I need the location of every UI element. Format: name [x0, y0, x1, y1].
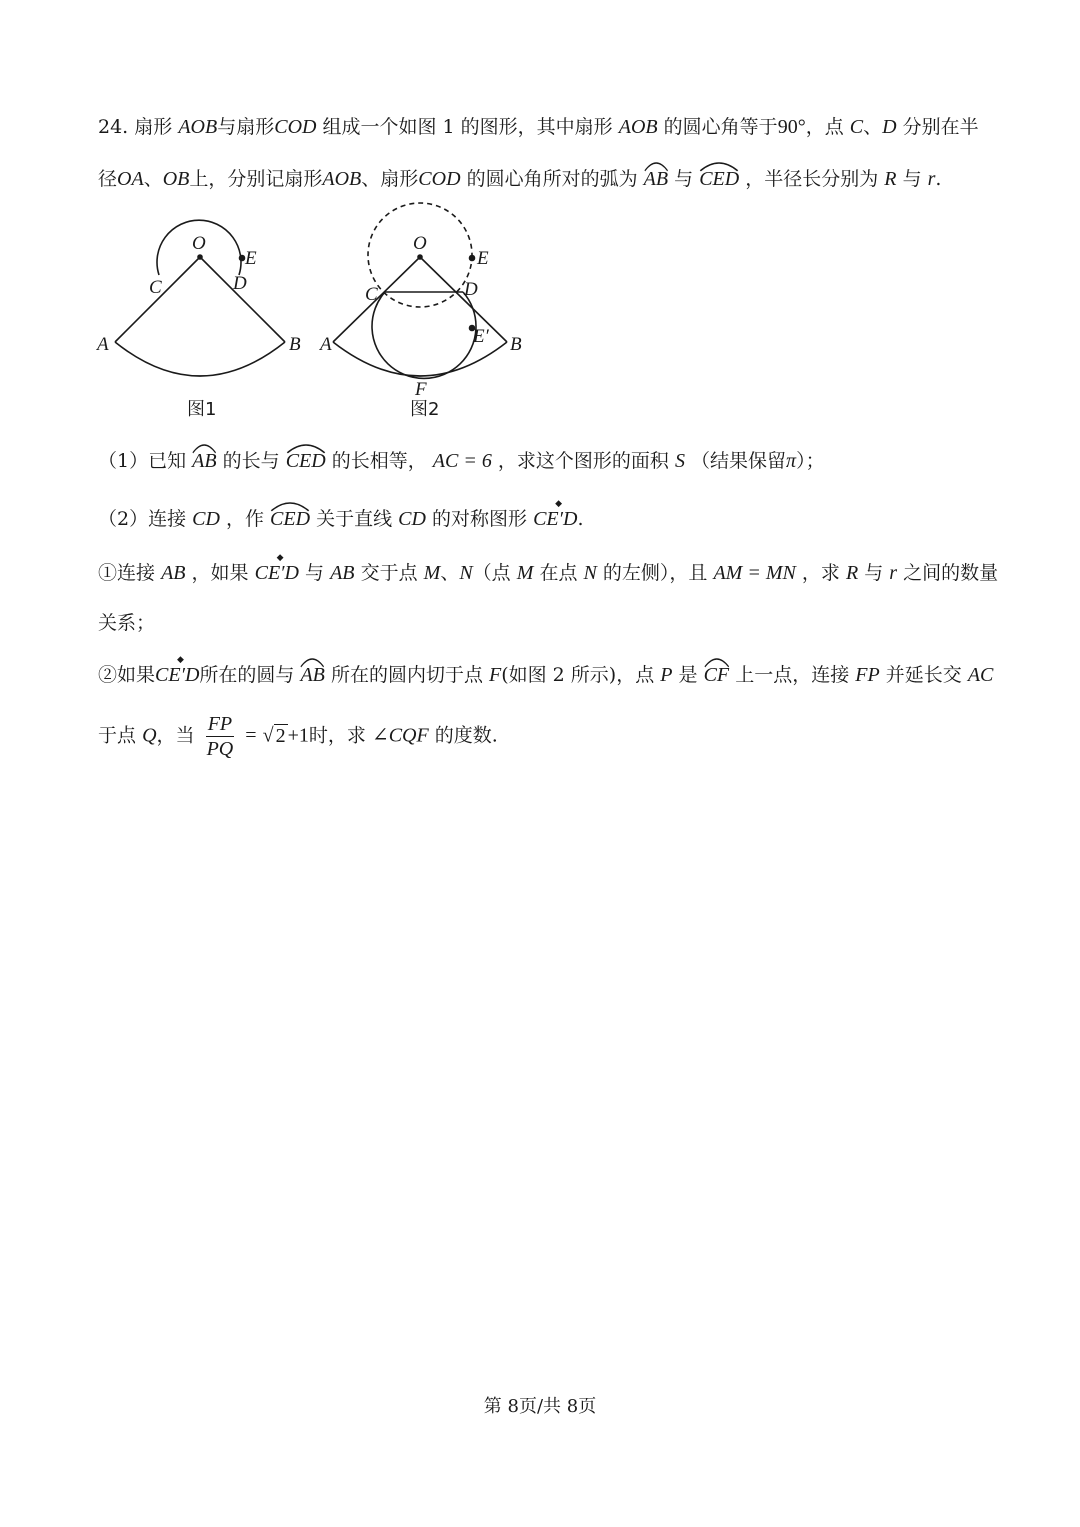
arc-ab: AB — [644, 162, 668, 191]
label-d: D — [233, 273, 247, 294]
part-2-2: ②如果◆ CE′D所在的圆与 AB 所在的圆内切于点 F(如图 2 所示)，点 P 是 CF 上一点，连接 FP 并延长交 AC — [98, 658, 993, 687]
sqrt-expression: √ 2 — [262, 724, 286, 747]
label-b2: B — [510, 334, 522, 355]
figure-1-caption: 图1 — [187, 399, 217, 420]
geometry-figures — [95, 200, 545, 425]
arc-ce-prime-d: ◆ CE′D — [255, 562, 299, 585]
figures — [95, 200, 545, 429]
figure-1-labels — [95, 233, 301, 355]
fraction-fp-pq: $\frac{FP}{PQ}$ — [206, 713, 234, 760]
part-2-2-cont: 于点 Q，当 $\frac{FP}{PQ}$ = √ 2 +1时，求 ∠CQF 的度数. — [98, 713, 498, 760]
arc-cf: CF — [704, 658, 730, 687]
label-e2: E — [477, 248, 489, 269]
arc-ab-figure1 — [115, 342, 285, 376]
problem-statement-line-2: 径OA、OB上，分别记扇形AOB、扇形COD 的圆心角所对的弧为 AB 与 CED ，半径长分别为 R 与 r. — [98, 162, 941, 191]
arc-ce-prime-d: ◆ CE′D — [155, 664, 199, 687]
arc-ab: AB — [300, 658, 324, 687]
label-c: C — [149, 277, 162, 298]
arc-ced: CED — [699, 162, 739, 191]
label-o2: O — [413, 233, 427, 254]
reflected-arc — [372, 292, 476, 378]
part-2: （2）连接 CD ，作 CED 关于直线 CD 的对称图形 ◆ CE′D. — [98, 502, 583, 531]
part-1: （1）已知 AB 的长与 CED 的长相等， AC = 6 ，求这个图形的面积 S （结果保留π）； — [98, 444, 825, 473]
label-e: E — [245, 248, 257, 269]
arc-ced: CED — [270, 502, 310, 531]
arc-ce-prime-d: ◆ CE′D — [533, 508, 577, 531]
label-d2: D — [464, 279, 478, 300]
arc-ab-figure2 — [333, 342, 507, 376]
label-c2: C — [365, 284, 378, 305]
label-o: O — [192, 233, 206, 254]
figure-2-caption: 图2 — [410, 399, 440, 420]
part-2-1-cont: 关系； — [98, 612, 156, 634]
label-e-prime: E′ — [473, 326, 489, 347]
part-2-1: ①连接 AB ，如果 ◆ CE′D 与 AB 交于点 M、N（点 M 在点 N 的左侧），且 AM = MN ，求 R 与 r 之间的数量 — [98, 558, 998, 585]
page-footer: 第 8页/共 8页 — [483, 1396, 597, 1417]
arc-ced: CED — [286, 444, 326, 473]
label-a2: A — [320, 334, 332, 355]
label-f: F — [415, 379, 427, 400]
arc-ab: AB — [192, 444, 216, 473]
label-b: B — [289, 334, 301, 355]
figure-2 — [333, 203, 507, 378]
problem-statement-line-1: 24. 扇形 AOB与扇形COD 组成一个如图 1 的图形，其中扇形 AOB 的圆心角等于90°，点 C、D 分别在半 — [98, 116, 979, 138]
label-a: A — [97, 334, 109, 355]
